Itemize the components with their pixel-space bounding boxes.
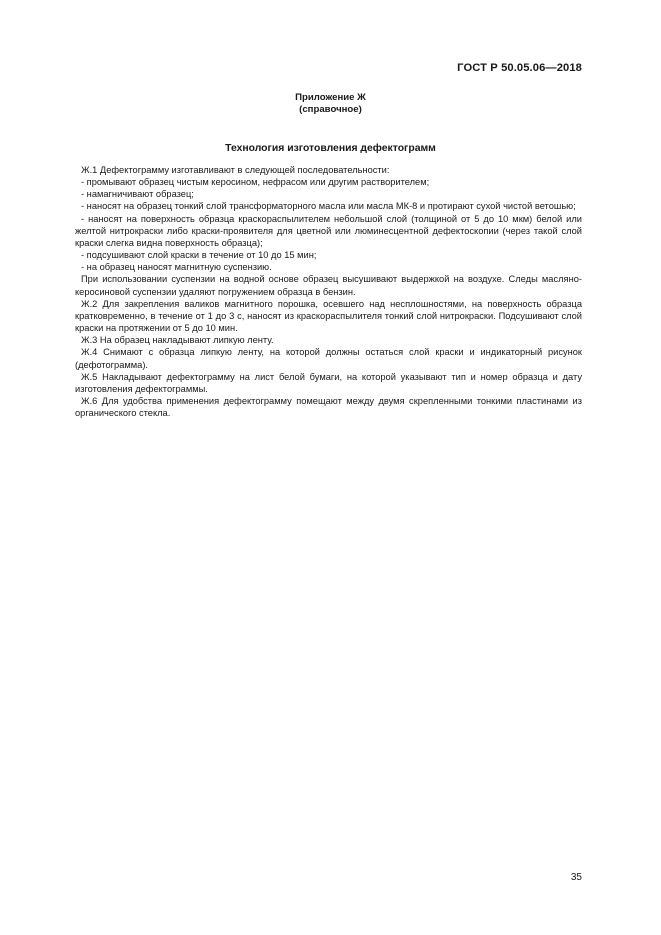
- paragraph: Ж.2 Для закрепления валиков магнитного порошка, осевшего над несплошностями, на поверхность образца кратковременно, в течение от 1 до 3 с, наносят из краскораспылителя тонкий слой нитрокраски. Подсушивают слой краски на протяжении от 5 до 10 мин.: [75, 298, 582, 334]
- paragraph: - наносят на поверхность образца краскораспылителем небольшой слой (толщиной от 5 до 10 мкм) белой или желтой нитрокраски либо краски-проявителя для цветной или люминесцентной дефектоскопии (через такой слой краски слегка видна поверхность образца);: [75, 213, 582, 248]
- paragraph: При использовании суспензии на водной основе образец высушивают выдержкой на воздухе. Следы масляно-керосиновой суспензии удаляют погружением образца в бензин.: [75, 274, 582, 297]
- section-title: Технология изготовления дефектограмм: [225, 143, 436, 154]
- paragraph: - намагничивают образец;: [81, 189, 194, 200]
- paragraph: Ж.1 Дефектограмму изготавливают в следующей последовательности:: [81, 165, 390, 175]
- paragraph: - подсушивают слой краски в течение от 10 до 15 мин;: [81, 250, 317, 261]
- document-header: ГОСТ Р 50.05.06—2018: [457, 62, 582, 74]
- page-number: 35: [570, 872, 582, 883]
- paragraph: Ж.6 Для удобства применения дефектограмму помещают между двумя скрепленными тонкими пластинами из органического стекла.: [75, 395, 582, 419]
- body-text: [75, 164, 582, 419]
- annex-status: (справочное): [299, 104, 362, 115]
- paragraph: Ж.3 На образец накладывают липкую ленту.: [81, 335, 274, 346]
- annex-label: Приложение Ж: [295, 92, 366, 103]
- paragraph: - наносят на образец тонкий слой трансформаторного масла или масла МК-8 и протирают сухой чистой ветошью;: [81, 201, 576, 212]
- paragraph: - промывают образец чистым керосином, нефрасом или другим растворителем;: [81, 177, 430, 188]
- annex-heading: [0, 92, 661, 116]
- paragraph: - на образец наносят магнитную суспензию.: [81, 262, 272, 273]
- paragraph: Ж.4 Снимают с образца липкую ленту, на которой должны остаться слой краски и индикаторный рисунок (дефотограмма).: [75, 347, 582, 370]
- paragraph: Ж.5 Накладывают дефектограмму на лист белой бумаги, на которой указывают тип и номер образца и дату изготовления дефектограммы.: [75, 371, 582, 394]
